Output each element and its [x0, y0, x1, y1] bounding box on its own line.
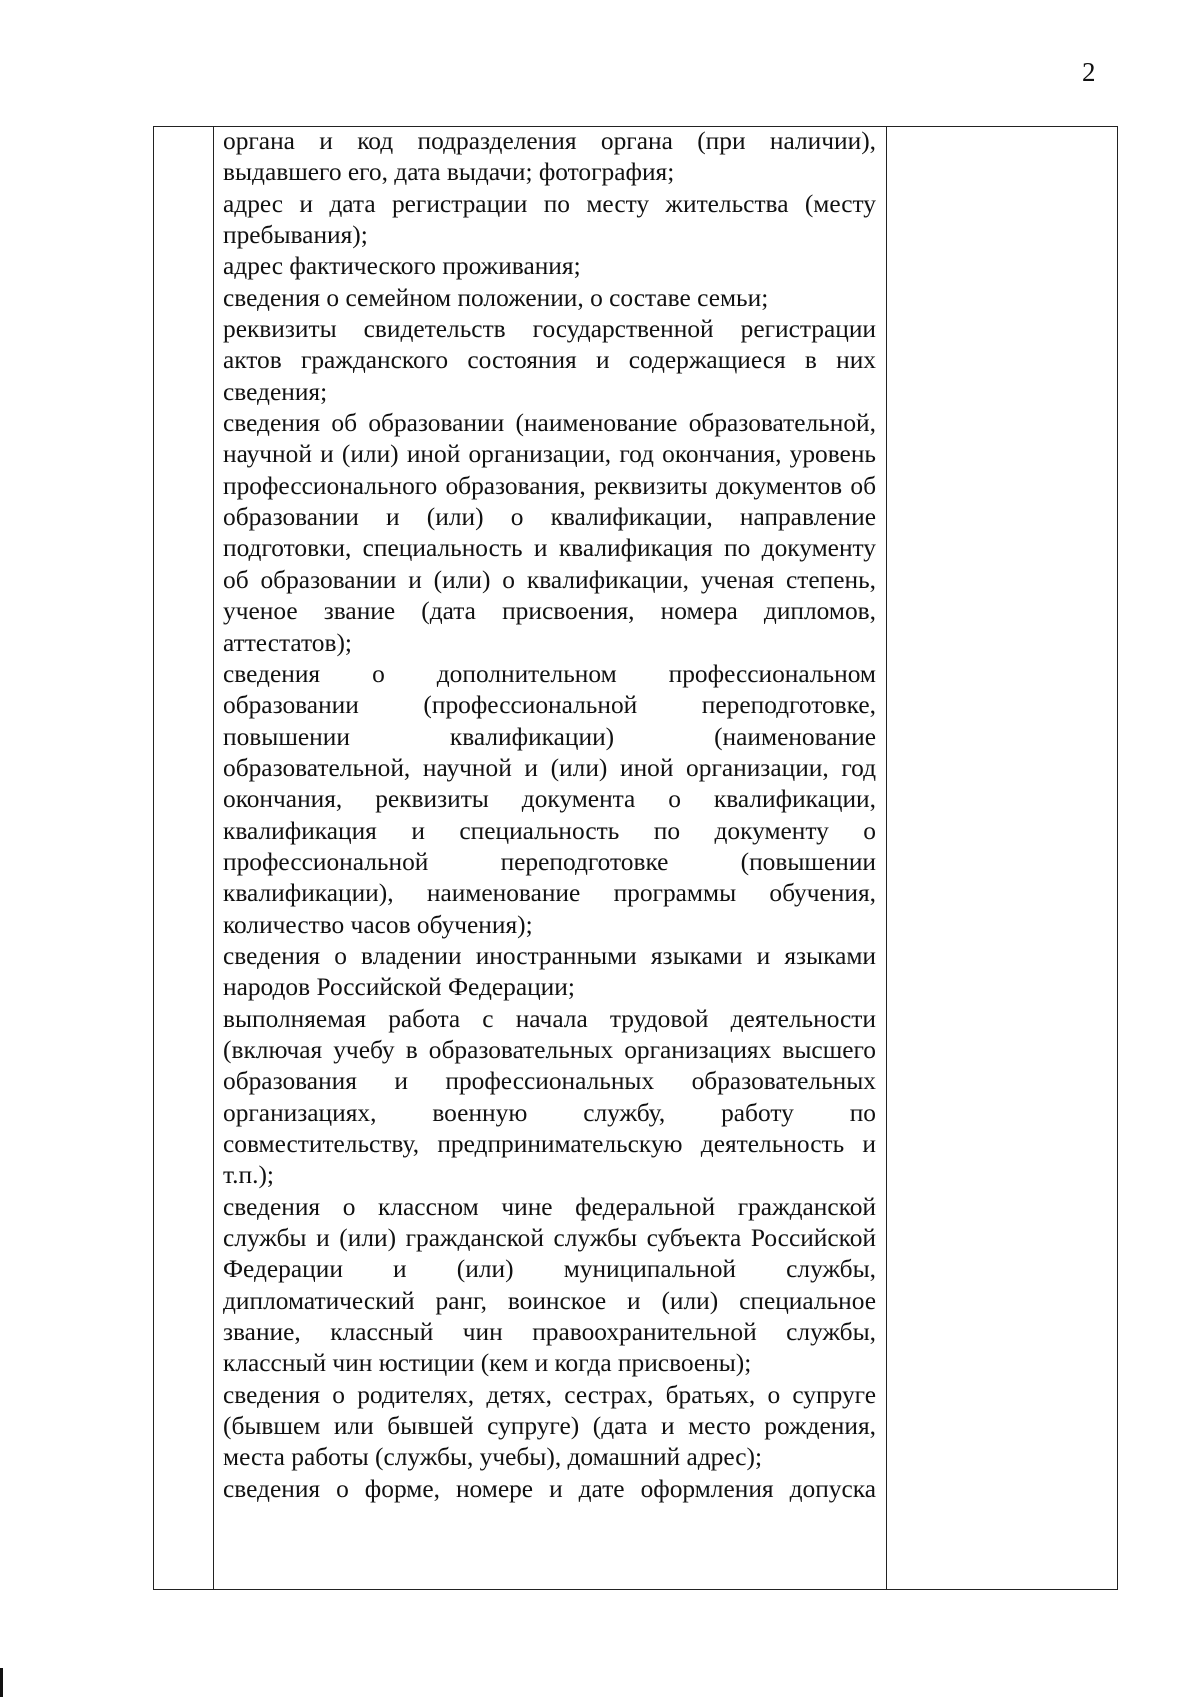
- list-item-additional-education: сведения о дополнительном профессиональном образовании (профессиональной переподготовке, повышении квалификации) (наименование образовательной, научной и (или) иной организации, год окончания, реквизиты документа о квалификации, квалификация и специальность по документу о профессиональной переподготовке (повышении квалификации), наименование программы обучения, количество часов обучения);: [223, 659, 876, 939]
- list-item-education: сведения об образовании (наименование образовательной, научной и (или) иной организации, год окончания, уровень профессионального образования, реквизиты документов об образовании и (или) о квалификации, направление подготовки, специальность и квалификация по документу об образовании и (или) о квалификации, ученая степень, ученое звание (дата присвоения, номера дипломов, аттестатов);: [223, 409, 876, 657]
- list-item-clearance: сведения о форме, номере и дате оформления допуска: [223, 1474, 876, 1503]
- page-number: 2: [1082, 57, 1096, 87]
- document-table: [153, 126, 1118, 1590]
- list-item-work-history: выполняемая работа с начала трудовой деятельности (включая учебу в образовательных организациях высшего образования и профессиональных образовательных организациях, военную службу, работу по совместительству, предпринимательскую деятельность и т.п.);: [223, 1004, 876, 1190]
- column-divider-left: [213, 127, 214, 1589]
- list-item-class-rank: сведения о классном чине федеральной гражданской службы и (или) гражданской службы субъекта Российской Федерации и (или) муниципальной службы, дипломатический ранг, воинское и (или) специальное звание, классный чин правоохранительной службы, классный чин юстиции (кем и когда присвоены);: [223, 1192, 876, 1378]
- list-item-actual-address: адрес фактического проживания;: [223, 252, 581, 281]
- list-item-relatives: сведения о родителях, детях, сестрах, братьях, о супруге (бывшем или бывшей супруге) (дата и место рождения, места работы (службы, учебы), домашний адрес);: [223, 1380, 876, 1472]
- list-item-languages: сведения о владении иностранными языками и языками народов Российской Федерации;: [223, 941, 876, 1002]
- list-item-document-authority: органа и код подразделения органа (при наличии), выдавшего его, дата выдачи; фотография;: [223, 127, 876, 187]
- list-item-registration-address: адрес и дата регистрации по месту жительства (месту пребывания);: [223, 189, 876, 250]
- list-item-family-status: сведения о семейном положении, о составе семьи;: [223, 283, 769, 312]
- list-item-civil-registration: реквизиты свидетельств государственной регистрации актов гражданского состояния и содержащиеся в них сведения;: [223, 315, 876, 406]
- column-divider-right: [886, 127, 887, 1589]
- scan-edge-mark: [0, 1668, 3, 1697]
- table-text-cell: [223, 127, 876, 1591]
